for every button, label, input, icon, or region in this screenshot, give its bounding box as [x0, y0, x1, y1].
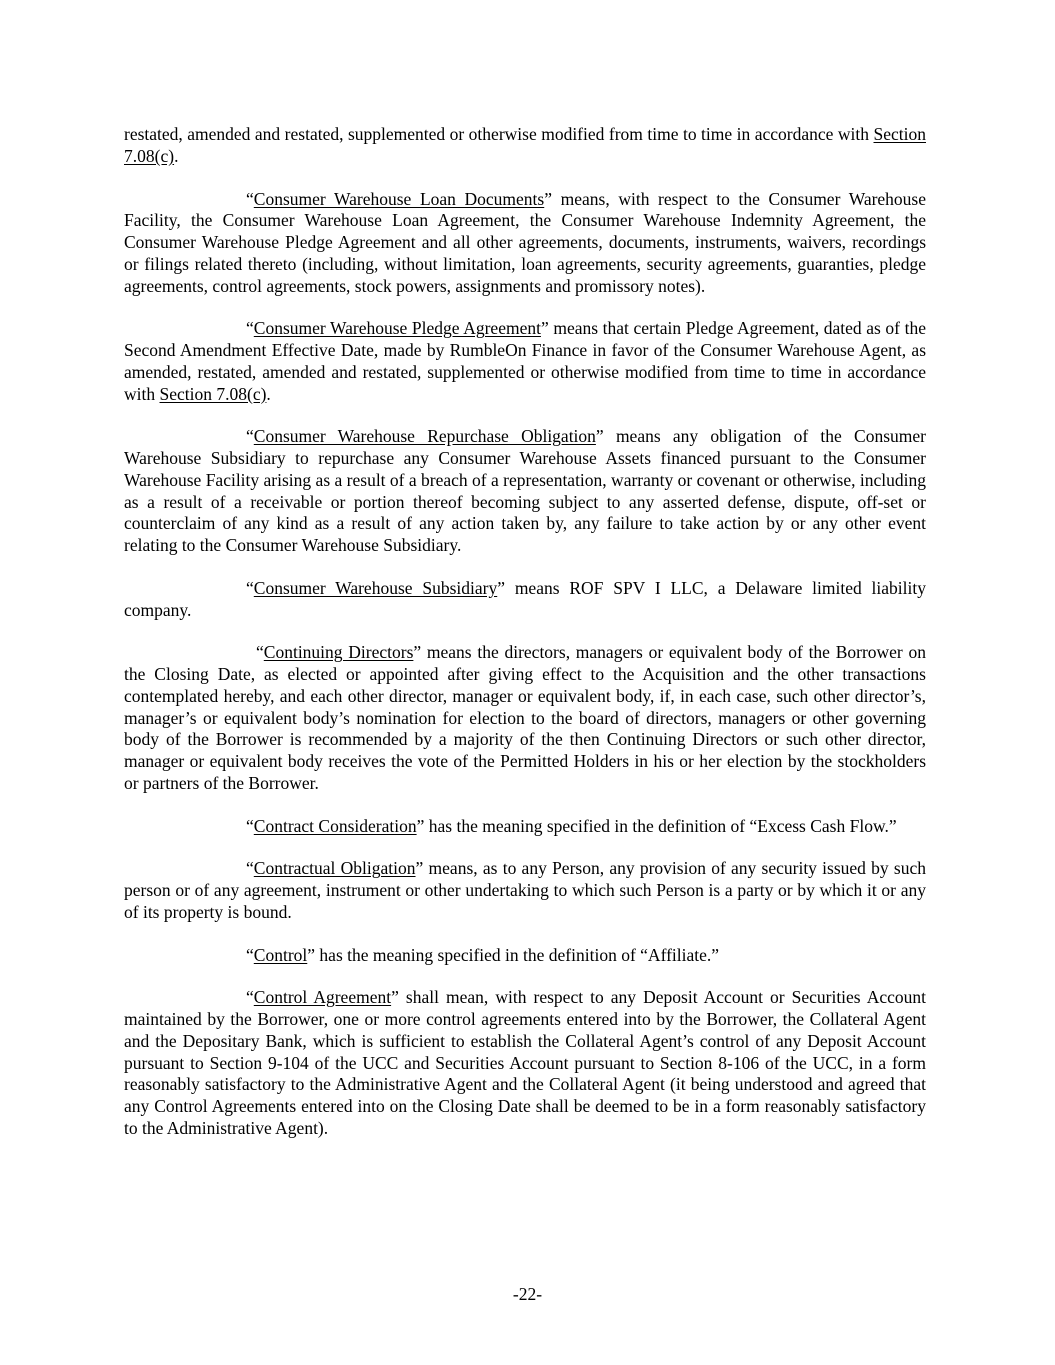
- definition-continuing-directors: “Continuing Directors” means the directors, managers or equivalent body of the Borrower on the Closing Date, as elected or appointed after giving effect to the Acquisition and the other transactions contemplated hereby, and each other director, manager or equivalent body, if, in each case, such other director’s, manager’s or equivalent body’s nomination for election to the board of directors, managers or other governing body of the Borrower is recommended by a majority of the then Continuing Directors or such other director, manager or equivalent body receives the vote of the Permitted Holders in his or her election by the stockholders or partners of the Borrower.: [124, 642, 926, 793]
- definition-text: shall mean, with respect to any Deposit Account or Securities Account maintained by the Borrower, one or more control agreements entered into by the Borrower, the Collateral Agent and the Depositary Bank, which is sufficient to establish the Collateral Agent’s control of any Deposit Account pursuant to Section 9-104 of the UCC and Securities Account pursuant to Section 8-106 of the UCC, in a form reasonably satisfactory to the Administrative Agent and the Collateral Agent (it being understood and agreed that any Control Agreements entered into on the Closing Date shall be deemed to be in a form reasonably satisfactory to the Administrative Agent).: [124, 987, 926, 1138]
- definition-text: means the directors, managers or equivalent body of the Borrower on the Closing Date, as elected or appointed after giving effect to the Acquisition and the other transactions contemplated hereby, and each other director, manager or equivalent body, if, in each case, such other director’s, manager’s or equivalent body’s nomination for election to the board of directors, managers or other governing body of the Borrower is recommended by a majority of the then Continuing Directors or such other director, manager or equivalent body receives the vote of the Permitted Holders in his or her election by the stockholders or partners of the Borrower.: [124, 642, 926, 793]
- section-reference: Section 7.08(c): [124, 124, 926, 166]
- defined-term: Control Agreement: [253, 987, 392, 1008]
- definition-consumer-warehouse-repurchase-obligation: “Consumer Warehouse Repurchase Obligation” means any obligation of the Consumer Warehouse Subsidiary to repurchase any Consumer Warehouse Assets financed pursuant to the Consumer Warehouse Facility arising as a result of a breach of a representation, warranty or covenant or otherwise, including as a result of a receivable or portion thereof becoming subject to any asserted defense, dispute, off-set or counterclaim of any kind as a result of any action taken by, any failure to take action by or any other event relating to the Consumer Warehouse Subsidiary.: [124, 426, 926, 555]
- definition-contract-consideration: “Contract Consideration” has the meaning specified in the definition of “Excess Cash Flow.”: [246, 815, 897, 836]
- definition-text: means, with respect to the Consumer Warehouse Facility, the Consumer Warehouse Loan Agreement, the Consumer Warehouse Indemnity Agreement, the Consumer Warehouse Pledge Agreement and all other agreements, documents, instruments, waivers, recordings or filings related thereto (including, without limitation, loan agreements, security agreements, guaranties, pledge agreements, control agreements, stock powers, assignments and promissory notes).: [124, 188, 927, 296]
- paragraph-text: restated, amended and restated, supplemented or otherwise modified from time to time in accordance with: [124, 124, 874, 144]
- paragraph-text: .: [174, 145, 179, 166]
- definition-text: has the meaning specified in the definition of “Excess Cash Flow.”: [424, 815, 897, 836]
- definition-consumer-warehouse-loan-documents: “Consumer Warehouse Loan Documents” means, with respect to the Consumer Warehouse Facility, the Consumer Warehouse Loan Agreement, the Consumer Warehouse Indemnity Agreement, the Consumer Warehouse Pledge Agreement and all other agreements, documents, instruments, waivers, recordings or filings related thereto (including, without limitation, loan agreements, security agreements, guaranties, pledge agreements, control agreements, stock powers, assignments and promissory notes).: [124, 188, 927, 296]
- section-reference: Section 7.08(c): [159, 383, 267, 404]
- definition-text: has the meaning specified in the definition of “Affiliate.”: [315, 944, 720, 965]
- defined-term: Consumer Warehouse Loan Documents: [253, 188, 545, 209]
- definition-control: “Control” has the meaning specified in the definition of “Affiliate.”: [246, 944, 720, 965]
- defined-term: Consumer Warehouse Pledge Agreement: [253, 318, 541, 339]
- defined-term: Continuing Directors: [263, 642, 414, 663]
- defined-term: Contractual Obligation: [253, 858, 416, 879]
- defined-term: Contract Consideration: [253, 815, 417, 836]
- document-page: [124, 124, 926, 1161]
- definition-consumer-warehouse-subsidiary: “Consumer Warehouse Subsidiary” means ROF SPV I LLC, a Delaware limited liability company.: [124, 577, 926, 620]
- definition-consumer-warehouse-pledge-agreement: “Consumer Warehouse Pledge Agreement” means that certain Pledge Agreement, dated as of the Second Amendment Effective Date, made by RumbleOn Finance in favor of the Consumer Warehouse Agent, as amended, restated, amended and restated, supplemented or otherwise modified from time to time in accordance with Section 7.08(c).: [124, 318, 926, 404]
- definition-text: means ROF SPV I LLC, a Delaware limited liability company.: [124, 577, 926, 620]
- definition-text: means that certain Pledge Agreement, dated as of the Second Amendment Effective Date, made by RumbleOn Finance in favor of the Consumer Warehouse Agent, as amended, restated, amended and restated, supplemented or otherwise modified from time to time in accordance with: [124, 318, 926, 404]
- defined-term: Consumer Warehouse Repurchase Obligation: [253, 426, 596, 447]
- defined-term: Consumer Warehouse Subsidiary: [253, 577, 498, 598]
- continuation-paragraph: [124, 124, 926, 168]
- definition-control-agreement: “Control Agreement” shall mean, with respect to any Deposit Account or Securities Account maintained by the Borrower, one or more control agreements entered into by the Borrower, the Collateral Agent and the Depositary Bank, which is sufficient to establish the Collateral Agent’s control of any Deposit Account pursuant to Section 9-104 of the UCC and Securities Account pursuant to Section 8-106 of the UCC, in a form reasonably satisfactory to the Administrative Agent and the Collateral Agent (it being understood and agreed that any Control Agreements entered into on the Closing Date shall be deemed to be in a form reasonably satisfactory to the Administrative Agent).: [124, 987, 926, 1138]
- page-number: -22-: [512, 1284, 543, 1304]
- definition-text: means any obligation of the Consumer Warehouse Subsidiary to repurchase any Consumer Warehouse Assets financed pursuant to the Consumer Warehouse Facility arising as a result of a breach of a representation, warranty or covenant or otherwise, including as a result of a receivable or portion thereof becoming subject to any asserted defense, dispute, off-set or counterclaim of any kind as a result of any action taken by, any failure to take action by or any other event relating to the Consumer Warehouse Subsidiary.: [124, 426, 926, 555]
- definition-text: means, as to any Person, any provision of any security issued by such person or of any agreement, instrument or other undertaking to which such Person is a party or by which it or any of its property is bound.: [124, 858, 926, 922]
- defined-term: Control: [253, 944, 308, 965]
- definition-contractual-obligation: “Contractual Obligation” means, as to any Person, any provision of any security issued by such person or of any agreement, instrument or other undertaking to which such Person is a party or by which it or any of its property is bound.: [124, 858, 926, 922]
